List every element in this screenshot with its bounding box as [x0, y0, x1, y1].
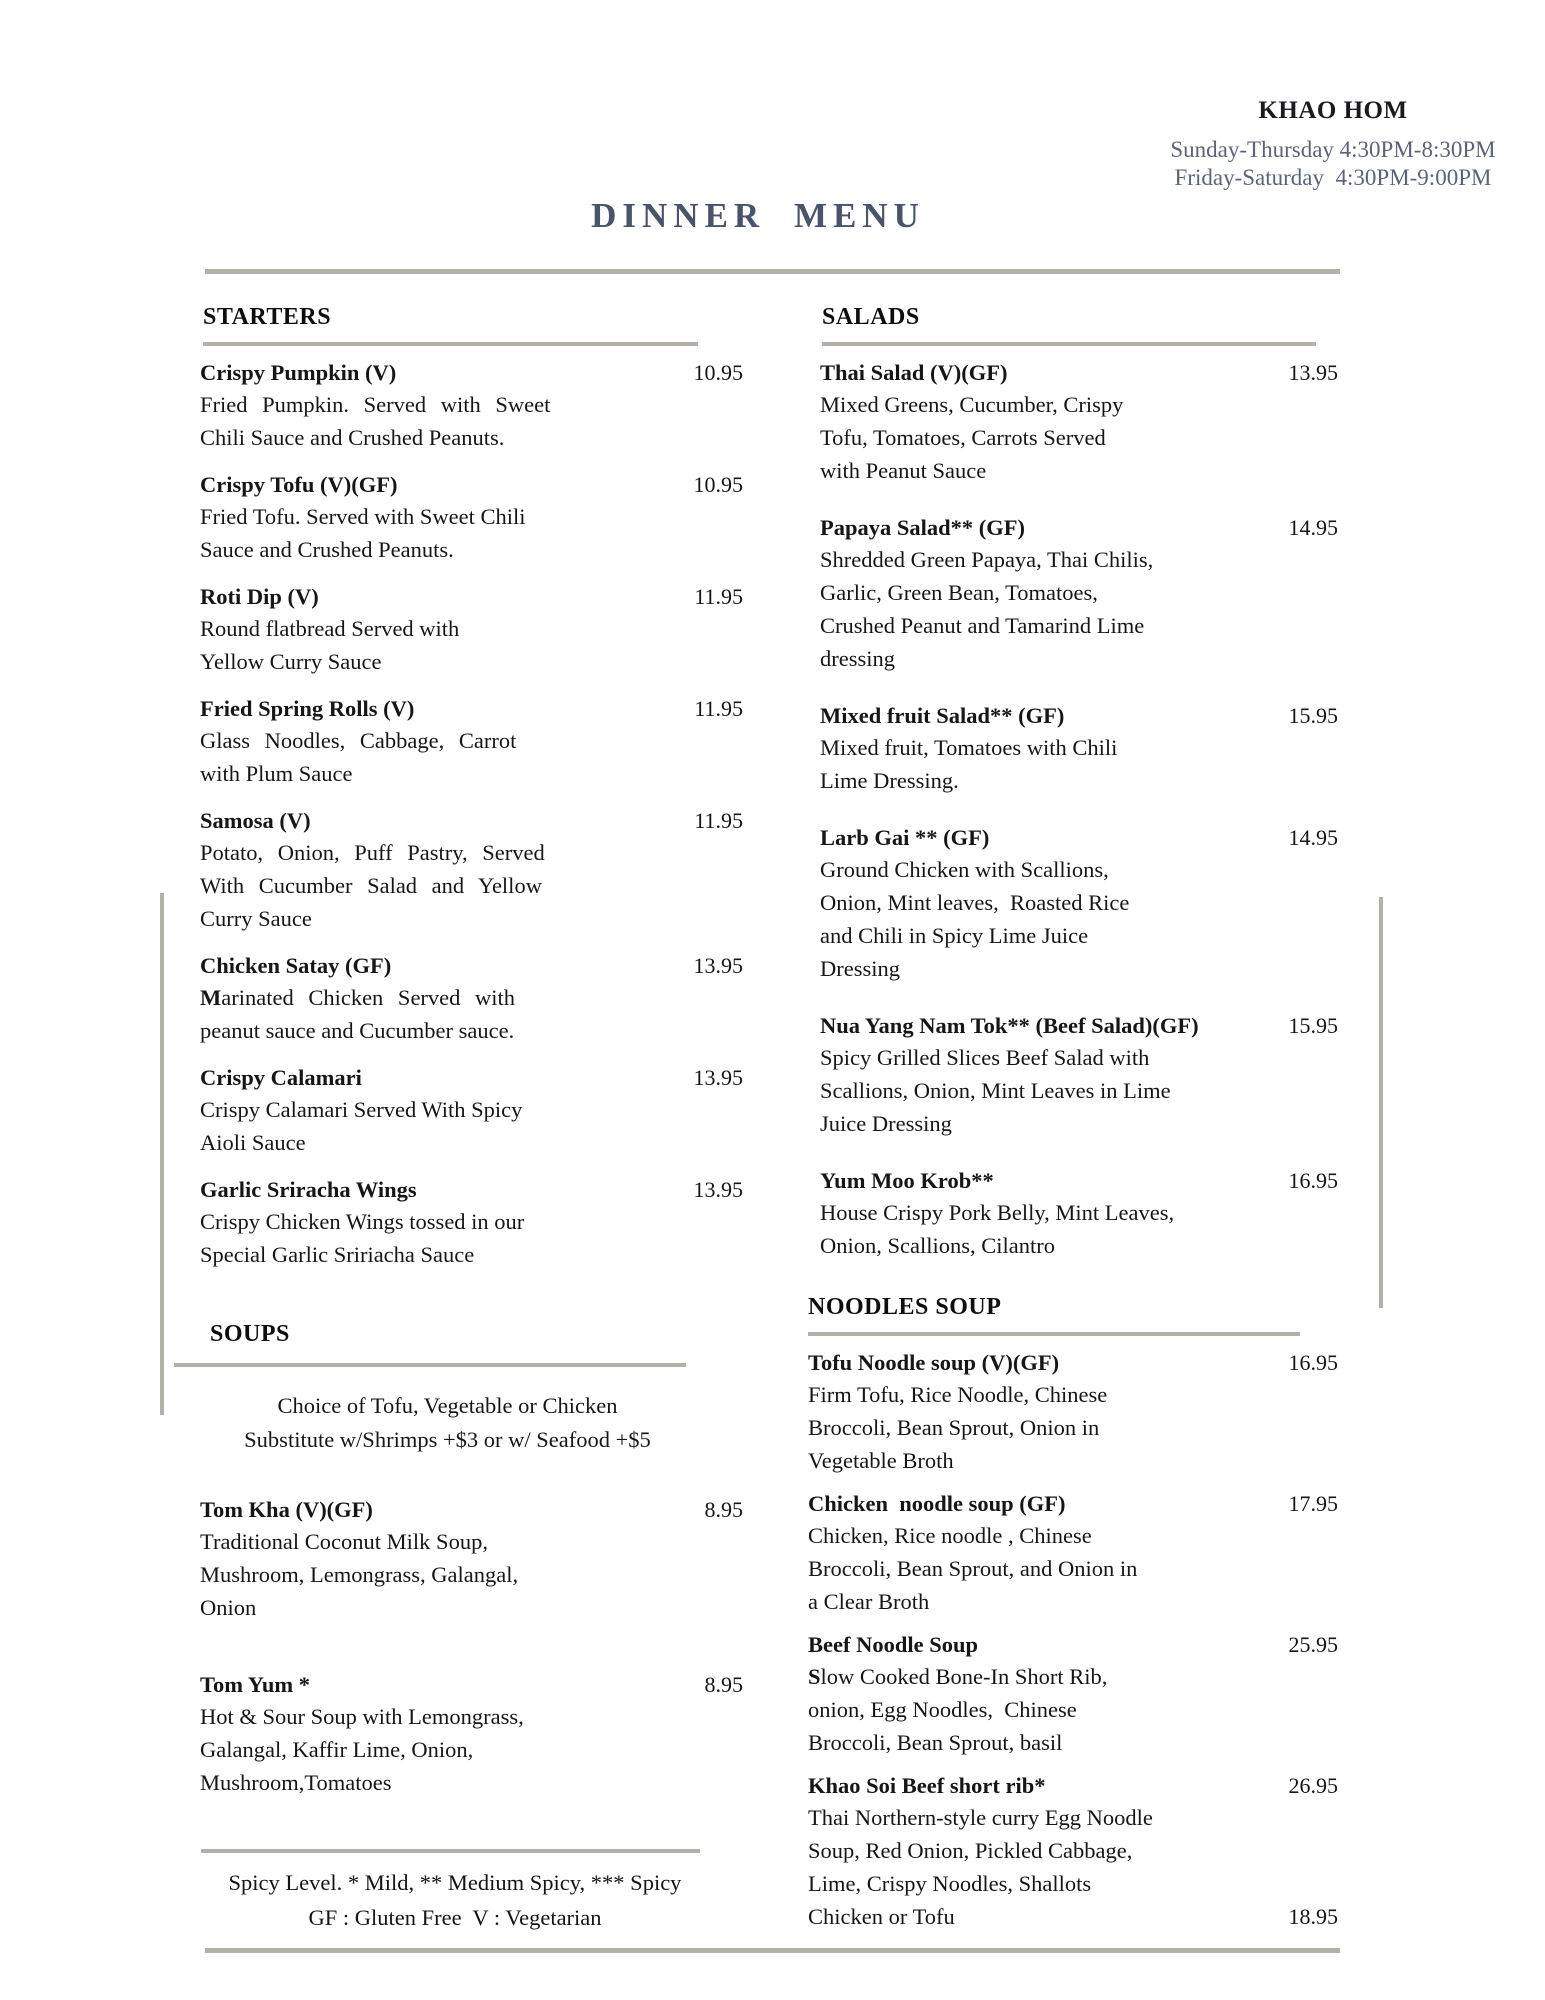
- item-price: 26.95: [1288, 1773, 1338, 1798]
- item-name: Nua Yang Nam Tok** (Beef Salad)(GF): [820, 1013, 1199, 1038]
- menu-item-row: [808, 1771, 1338, 1801]
- starters-underline: [203, 342, 698, 346]
- item-name: Crispy Tofu (V)(GF): [200, 472, 398, 497]
- item-price: 13.95: [693, 1177, 743, 1202]
- item-desc-line: and Chili in Spicy Lime Juice: [820, 923, 1089, 948]
- menu-item-row: [820, 701, 1338, 731]
- item-desc-line: Curry Sauce: [200, 906, 312, 931]
- item-name: Yum Moo Krob**: [820, 1168, 994, 1193]
- item-name: Garlic Sriracha Wings: [200, 1177, 417, 1202]
- page-title: DINNER MENU: [591, 196, 925, 235]
- item-desc-line: Traditional Coconut Milk Soup,: [200, 1529, 488, 1554]
- item-desc-line: Crushed Peanut and Tamarind Lime: [820, 613, 1145, 638]
- menu-item: [200, 1495, 743, 1624]
- menu-item-row: [200, 1063, 743, 1093]
- item-desc-line: Hot & Sour Soup with Lemongrass,: [200, 1704, 524, 1729]
- item-desc-line: Galangal, Kaffir Lime, Onion,: [200, 1737, 474, 1762]
- section-heading-starters: STARTERS: [203, 304, 332, 330]
- item-desc-line: Potato, Onion, Puff Pastry, Served: [200, 840, 545, 865]
- item-price: 13.95: [693, 1065, 743, 1090]
- item-option-price: 18.95: [1288, 1904, 1338, 1929]
- item-desc-line: Onion: [200, 1595, 257, 1620]
- item-name: Khao Soi Beef short rib*: [808, 1773, 1046, 1798]
- section-heading-salads: SALADS: [822, 304, 920, 330]
- item-price: 13.95: [693, 953, 743, 978]
- item-desc-line: Soup, Red Onion, Pickled Cabbage,: [808, 1838, 1133, 1863]
- item-name: Chicken Satay (GF): [200, 953, 392, 978]
- item-desc-line: Garlic, Green Bean, Tomatoes,: [820, 580, 1098, 605]
- legend-top-rule: [201, 1849, 700, 1853]
- starters-items: [200, 358, 743, 1271]
- menu-item-row: [808, 1630, 1338, 1660]
- item-price: 16.95: [1288, 1168, 1338, 1193]
- item-desc-line: a Clear Broth: [808, 1589, 930, 1614]
- menu-item-row: [200, 358, 743, 388]
- menu-item: [200, 806, 743, 935]
- legend: [200, 1849, 710, 1935]
- item-desc-line: Juice Dressing: [820, 1111, 952, 1136]
- item-desc-line: Mushroom, Lemongrass, Galangal,: [200, 1562, 519, 1587]
- item-desc-line: Marinated Chicken Served with: [200, 985, 516, 1010]
- item-desc-line: Lime Dressing.: [820, 768, 959, 793]
- item-price: 8.95: [704, 1672, 743, 1697]
- menu-item: [200, 694, 743, 790]
- menu-item: [200, 951, 743, 1047]
- menu-item: [200, 1063, 743, 1159]
- item-name: Mixed fruit Salad** (GF): [820, 703, 1065, 728]
- menu-item: [200, 1175, 743, 1271]
- item-desc-line: Glass Noodles, Cabbage, Carrot: [200, 728, 517, 753]
- soups-note-line: Substitute w/Shrimps +$3 or w/ Seafood +$5: [244, 1427, 651, 1452]
- item-desc-line: Yellow Curry Sauce: [200, 649, 382, 674]
- menu-item: [808, 1166, 1338, 1262]
- item-name: Samosa (V): [200, 808, 311, 833]
- item-desc-line: Ground Chicken with Scallions,: [820, 857, 1109, 882]
- item-name: Chicken noodle soup (GF): [808, 1491, 1066, 1516]
- menu-item-row: [820, 823, 1338, 853]
- item-desc-line: Mushroom,Tomatoes: [200, 1770, 392, 1795]
- menu-item-row: [200, 1670, 743, 1700]
- menu-item-row: [200, 694, 743, 724]
- menu-item-row: [200, 1495, 743, 1525]
- right-vertical-rule: [1379, 897, 1383, 1308]
- item-option-label: Chicken or Tofu: [808, 1904, 955, 1929]
- item-name: Tom Yum *: [200, 1672, 311, 1697]
- menu-item: [808, 1348, 1338, 1477]
- item-desc-line: With Cucumber Salad and Yellow: [200, 873, 542, 898]
- item-price: 15.95: [1288, 703, 1338, 728]
- menu-item-row: [200, 470, 743, 500]
- menu-item: [808, 358, 1338, 487]
- item-desc-line: Special Garlic Sririacha Sauce: [200, 1242, 475, 1267]
- menu-item-row: [808, 1489, 1338, 1519]
- noodles-soup-items: [808, 1348, 1338, 1933]
- item-desc-line: Spicy Grilled Slices Beef Salad with: [820, 1045, 1150, 1070]
- item-desc-line: Sauce and Crushed Peanuts.: [200, 537, 454, 562]
- item-desc-line: Lime, Crispy Noodles, Shallots: [808, 1871, 1092, 1896]
- item-desc-line: Round flatbread Served with: [200, 616, 460, 641]
- legend-abbreviations: GF : Gluten Free V : Vegetarian: [308, 1905, 602, 1930]
- soups-items: [200, 1495, 743, 1799]
- item-desc-line: Scallions, Onion, Mint Leaves in Lime: [820, 1078, 1171, 1103]
- item-desc-line: onion, Egg Noodles, Chinese: [808, 1697, 1077, 1722]
- item-desc-line: Mixed fruit, Tomatoes with Chili: [820, 735, 1118, 760]
- item-price: 11.95: [694, 808, 743, 833]
- item-price: 15.95: [1288, 1013, 1338, 1038]
- header: [1157, 96, 1509, 192]
- item-name: Thai Salad (V)(GF): [820, 360, 1008, 385]
- menu-item: [808, 701, 1338, 797]
- hours-line-2: Friday-Saturday 4:30PM-9:00PM: [1174, 165, 1492, 190]
- menu-item: [808, 1630, 1338, 1759]
- salads-items: [808, 358, 1338, 1262]
- menu-item-row: [820, 513, 1338, 543]
- salads-underline: [822, 342, 1316, 346]
- item-price: 10.95: [693, 360, 743, 385]
- item-desc-line: Aioli Sauce: [200, 1130, 306, 1155]
- item-price: 11.95: [694, 696, 743, 721]
- item-desc-line: Shredded Green Papaya, Thai Chilis,: [820, 547, 1154, 572]
- item-desc-line: Firm Tofu, Rice Noodle, Chinese: [808, 1382, 1108, 1407]
- soups-note-line: Choice of Tofu, Vegetable or Chicken: [277, 1393, 618, 1418]
- item-desc-line: Broccoli, Bean Sprout, Onion in: [808, 1415, 1100, 1440]
- soups-note: [200, 1389, 695, 1457]
- item-desc-line: Crispy Chicken Wings tossed in our: [200, 1209, 525, 1234]
- section-heading-soups: SOUPS: [210, 1321, 290, 1347]
- item-name: Fried Spring Rolls (V): [200, 696, 415, 721]
- item-desc-line: Chicken, Rice noodle , Chinese: [808, 1523, 1092, 1548]
- item-price: 11.95: [694, 584, 743, 609]
- menu-item: [200, 582, 743, 678]
- menu-item-row: [200, 582, 743, 612]
- menu-item: [200, 358, 743, 454]
- menu-item: [200, 470, 743, 566]
- noodles-soup-underline: [808, 1332, 1300, 1336]
- menu-item-row: [200, 1175, 743, 1205]
- menu-item-row: [808, 1348, 1338, 1378]
- item-desc-line: Broccoli, Bean Sprout, and Onion in: [808, 1556, 1138, 1581]
- menu-item: [808, 823, 1338, 985]
- section-starters: [200, 302, 743, 1271]
- item-price: 8.95: [704, 1497, 743, 1522]
- menu-item: [808, 513, 1338, 675]
- section-salads: [808, 302, 1338, 1262]
- item-desc-line: Crispy Calamari Served With Spicy: [200, 1097, 523, 1122]
- menu-item: [808, 1489, 1338, 1618]
- restaurant-name: KHAO HOM: [1258, 97, 1408, 124]
- item-desc-line: Chili Sauce and Crushed Peanuts.: [200, 425, 505, 450]
- item-name: Crispy Pumpkin (V): [200, 360, 397, 385]
- menu-item-row: [200, 951, 743, 981]
- menu-item-row: [820, 358, 1338, 388]
- item-desc-line: Fried Pumpkin. Served with Sweet: [200, 392, 551, 417]
- legend-spicy-levels: Spicy Level. * Mild, ** Medium Spicy, *** Spicy: [228, 1870, 682, 1895]
- top-divider: [205, 269, 1340, 274]
- item-desc-line: House Crispy Pork Belly, Mint Leaves,: [820, 1200, 1175, 1225]
- menu-item: [200, 1670, 743, 1799]
- item-name: Roti Dip (V): [200, 584, 319, 609]
- item-desc-line: Slow Cooked Bone-In Short Rib,: [808, 1664, 1108, 1689]
- menu-item-row: [820, 1011, 1338, 1041]
- item-name: Papaya Salad** (GF): [820, 515, 1026, 540]
- item-desc-line: Onion, Mint leaves, Roasted Rice: [820, 890, 1130, 915]
- item-desc-line: Tofu, Tomatoes, Carrots Served: [820, 425, 1106, 450]
- item-name: Tofu Noodle soup (V)(GF): [808, 1350, 1060, 1375]
- item-name: Tom Kha (V)(GF): [200, 1497, 373, 1522]
- section-soups: [200, 1319, 743, 1799]
- item-price: 25.95: [1288, 1632, 1338, 1657]
- bottom-divider: [205, 1948, 1340, 1953]
- hours-line-1: Sunday-Thursday 4:30PM-8:30PM: [1170, 137, 1496, 162]
- menu-item: [808, 1771, 1338, 1933]
- item-desc-line: with Plum Sauce: [200, 761, 353, 786]
- item-desc-line: Dressing: [820, 956, 900, 981]
- item-desc-line: peanut sauce and Cucumber sauce.: [200, 1018, 515, 1043]
- item-price: 16.95: [1288, 1350, 1338, 1375]
- item-price: 10.95: [693, 472, 743, 497]
- section-noodles: [808, 1292, 1338, 1933]
- item-desc-line: with Peanut Sauce: [820, 458, 987, 483]
- item-name: Crispy Calamari: [200, 1065, 362, 1090]
- item-desc-line: Fried Tofu. Served with Sweet Chili: [200, 504, 526, 529]
- item-price: 14.95: [1288, 515, 1338, 540]
- item-option-row: [808, 1900, 1338, 1933]
- menu-item-row: [820, 1166, 1338, 1196]
- item-desc-line: Vegetable Broth: [808, 1448, 954, 1473]
- menu-item-row: [200, 806, 743, 836]
- item-price: 17.95: [1288, 1491, 1338, 1516]
- item-name: Beef Noodle Soup: [808, 1632, 979, 1657]
- soups-underline: [174, 1363, 686, 1367]
- item-desc-line: Mixed Greens, Cucumber, Crispy: [820, 392, 1124, 417]
- section-heading-noodles-soup: NOODLES SOUP: [808, 1294, 1002, 1320]
- item-desc-line: Broccoli, Bean Sprout, basil: [808, 1730, 1063, 1755]
- item-desc-line: dressing: [820, 646, 895, 671]
- item-desc-line: Thai Northern-style curry Egg Noodle: [808, 1805, 1153, 1830]
- item-price: 14.95: [1288, 825, 1338, 850]
- left-column: [200, 302, 743, 1935]
- item-name: Larb Gai ** (GF): [820, 825, 990, 850]
- right-column: [808, 302, 1338, 1933]
- left-vertical-rule: [160, 893, 164, 1415]
- item-desc-line: Onion, Scallions, Cilantro: [820, 1233, 1055, 1258]
- item-price: 13.95: [1288, 360, 1338, 385]
- menu-item: [808, 1011, 1338, 1140]
